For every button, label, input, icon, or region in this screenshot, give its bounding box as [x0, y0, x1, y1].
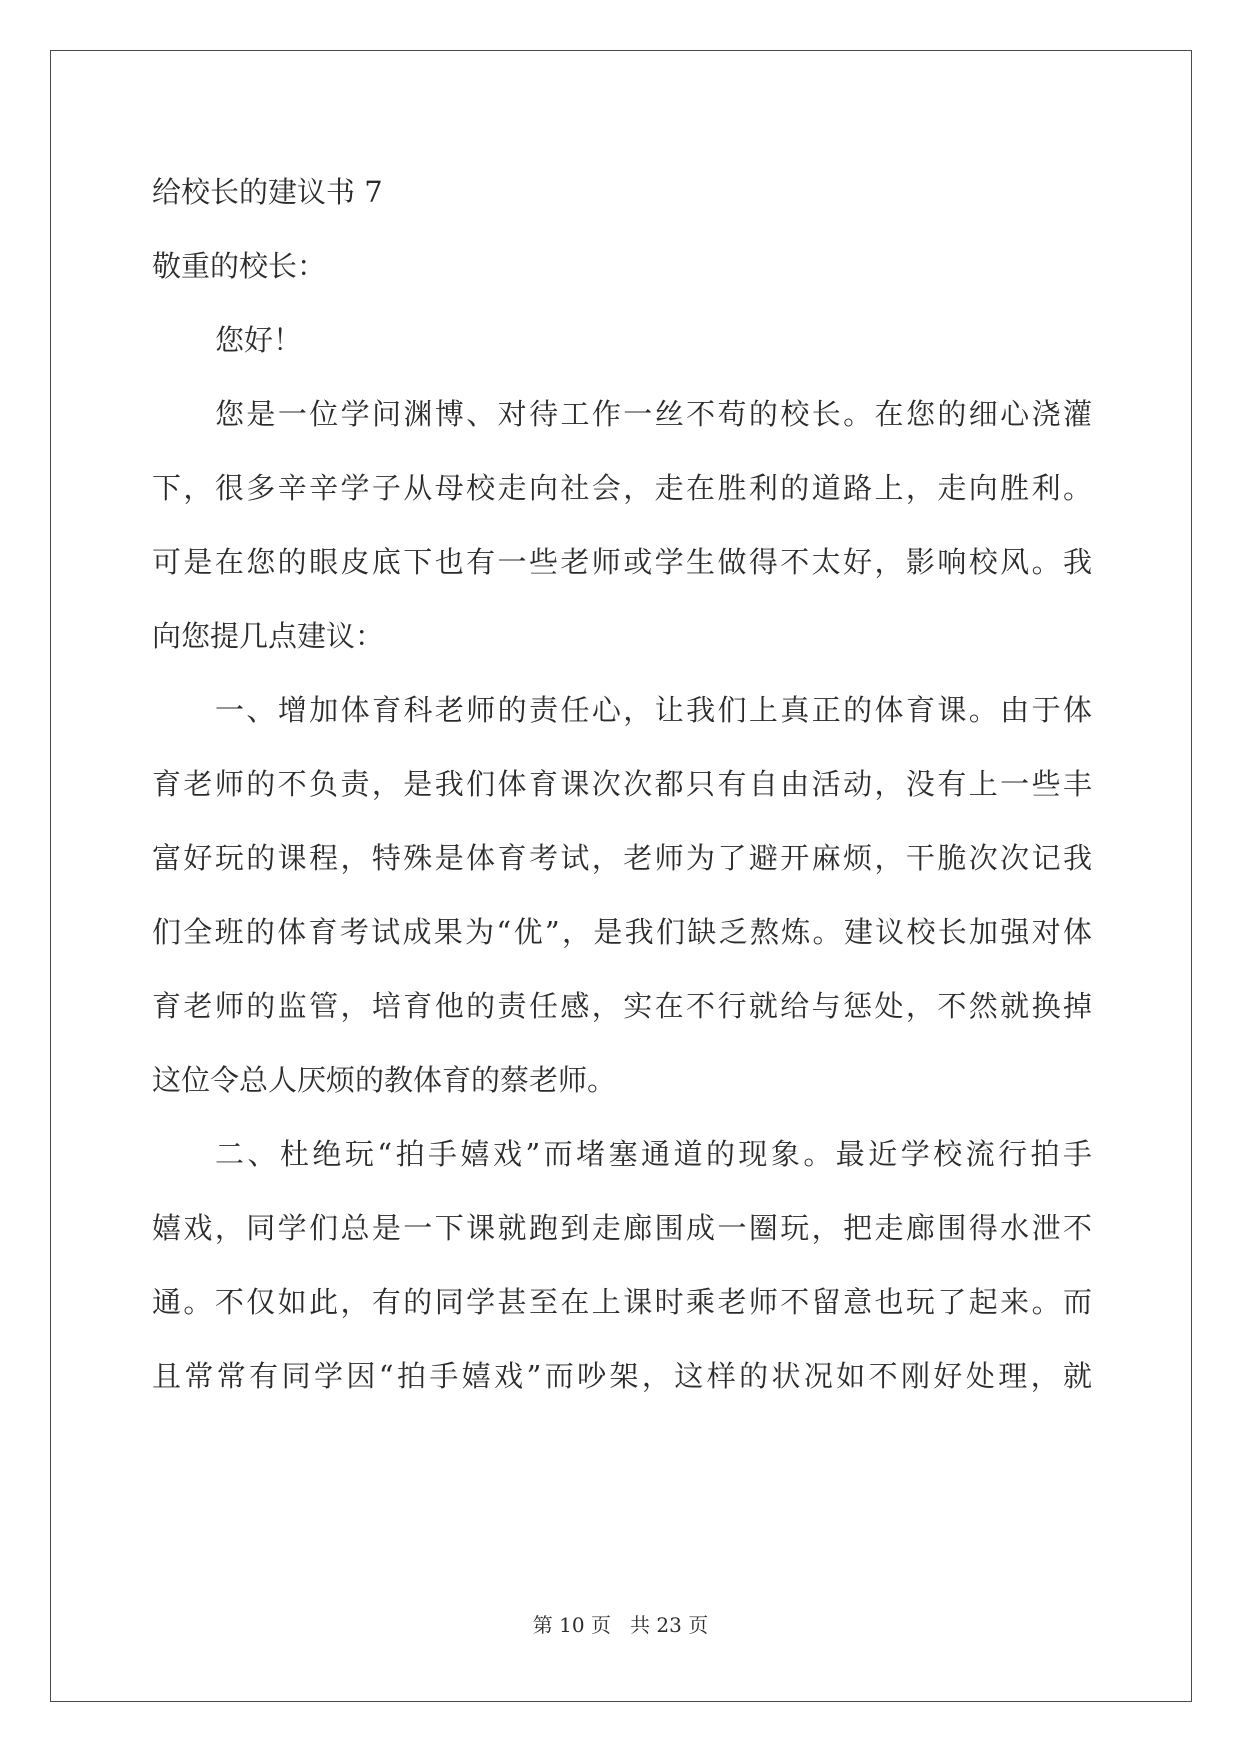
body-line: 嬉戏，同学们总是一下课就跑到走廊围成一圈玩，把走廊围得水泄不 [152, 1211, 1092, 1245]
body-line: 向您提几点建议： [152, 619, 385, 653]
body-line: 们全班的体育考试成果为“优”，是我们缺乏熬炼。建议校长加强对体 [152, 915, 1092, 949]
body-line: 这位令总人厌烦的教体育的蔡老师。 [152, 1063, 617, 1097]
body-line: 通。不仅如此，有的同学甚至在上课时乘老师不留意也玩了起来。而 [152, 1285, 1092, 1319]
body-line: 育老师的监管，培育他的责任感，实在不行就给与惩处，不然就换掉 [152, 989, 1092, 1023]
document-title: 给校长的建议书 7 [152, 175, 383, 209]
body-line: 一、增加体育科老师的责任心，让我们上真正的体育课。由于体 [215, 693, 1092, 727]
body-line: 富好玩的课程，特殊是体育考试，老师为了避开麻烦，干脆次次记我 [152, 841, 1092, 875]
greeting: 您好！ [215, 323, 303, 357]
body-line: 可是在您的眼皮底下也有一些老师或学生做得不太好，影响校风。我 [152, 545, 1092, 579]
body-line: 且常常有同学因“拍手嬉戏”而吵架，这样的状况如不刚好处理，就 [152, 1359, 1092, 1393]
page-number: 第 10 页 共 23 页 [532, 1613, 709, 1637]
page-footer [0, 1612, 1241, 1638]
body-line: 二、杜绝玩“拍手嬉戏”而堵塞通道的现象。最近学校流行拍手 [215, 1137, 1092, 1171]
body-line: 下，很多辛辛学子从母校走向社会，走在胜利的道路上，走向胜利。 [152, 471, 1092, 505]
salutation: 敬重的校长： [152, 249, 327, 283]
body-line: 育老师的不负责，是我们体育课次次都只有自由活动，没有上一些丰 [152, 767, 1092, 801]
body-line: 您是一位学问渊博、对待工作一丝不苟的校长。在您的细心浇灌 [215, 397, 1092, 431]
